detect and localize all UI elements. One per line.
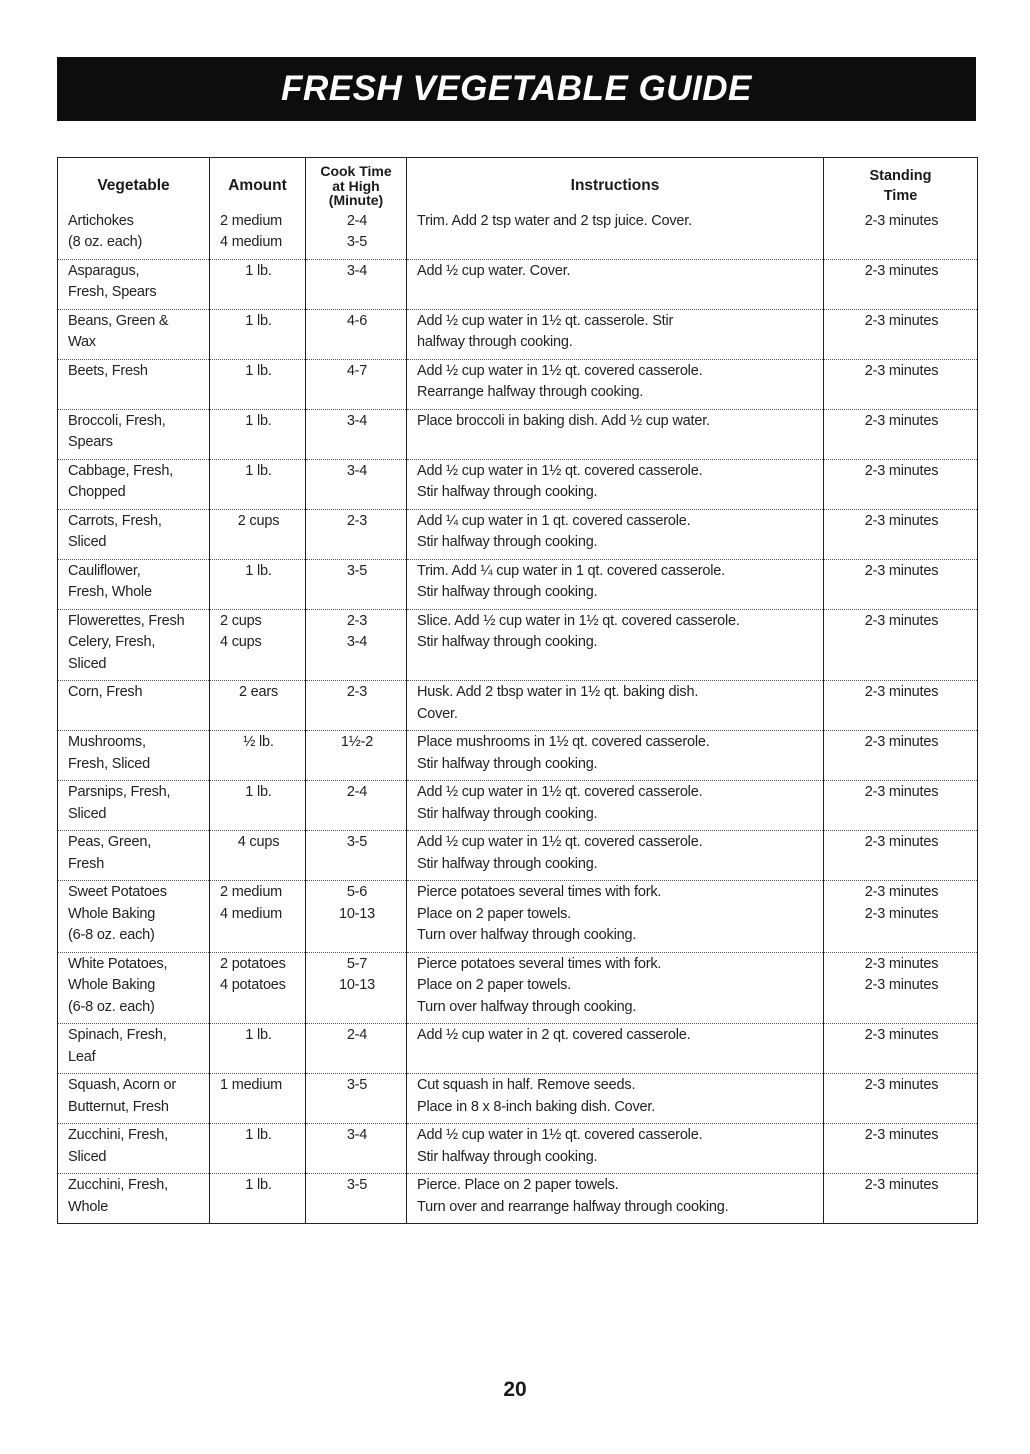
table-row (58, 609, 978, 681)
amount-cell: 1 lb. (210, 259, 306, 309)
standing-time-cell: 2-3 minutes 2-3 minutes (824, 881, 978, 953)
amount-cell: 1 lb. (210, 1024, 306, 1074)
vegetable-cell: Spinach, Fresh, Leaf (58, 1024, 210, 1074)
instructions-cell: Add ½ cup water in 2 qt. covered casserole. (407, 1024, 824, 1074)
amount-cell: 2 medium 4 medium (210, 881, 306, 953)
standing-time-cell: 2-3 minutes (824, 359, 978, 409)
instructions-cell: Cut squash in half. Remove seeds. Place in 8 x 8-inch baking dish. Cover. (407, 1074, 824, 1124)
instructions-cell: Trim. Add 2 tsp water and 2 tsp juice. Cover. (407, 210, 824, 260)
standing-time-cell: 2-3 minutes (824, 1024, 978, 1074)
instructions-cell: Place broccoli in baking dish. Add ½ cup water. (407, 409, 824, 459)
amount-cell: 2 cups (210, 509, 306, 559)
table-row (58, 681, 978, 731)
cook-time-cell: 3-5 (306, 559, 407, 609)
page-title: FRESH VEGETABLE GUIDE (281, 69, 752, 108)
header-amount: Amount (210, 158, 306, 210)
cook-time-cell: 1½-2 (306, 731, 407, 781)
table-row (58, 1174, 978, 1224)
instructions-cell: Add ½ cup water in 1½ qt. covered casserole. Rearrange halfway through cooking. (407, 359, 824, 409)
table-row (58, 731, 978, 781)
amount-cell: 1 medium (210, 1074, 306, 1124)
cook-time-cell: 3-5 (306, 1074, 407, 1124)
table-row (58, 210, 978, 260)
instructions-cell: Trim. Add ¼ cup water in 1 qt. covered casserole. Stir halfway through cooking. (407, 559, 824, 609)
instructions-cell: Slice. Add ½ cup water in 1½ qt. covered casserole. Stir halfway through cooking. (407, 609, 824, 681)
vegetable-cell: Beans, Green & Wax (58, 309, 210, 359)
amount-cell: 1 lb. (210, 309, 306, 359)
standing-time-cell: 2-3 minutes (824, 259, 978, 309)
vegetable-cell: Carrots, Fresh, Sliced (58, 509, 210, 559)
header-cook-time: Cook Time at High (Minute) (306, 158, 407, 210)
table-row (58, 409, 978, 459)
cook-time-cell: 4-6 (306, 309, 407, 359)
vegetable-cell: Cauliflower, Fresh, Whole (58, 559, 210, 609)
standing-time-cell: 2-3 minutes (824, 681, 978, 731)
standing-time-cell: 2-3 minutes (824, 831, 978, 881)
vegetable-cell: Peas, Green, Fresh (58, 831, 210, 881)
standing-time-cell: 2-3 minutes 2-3 minutes (824, 952, 978, 1024)
table-row (58, 881, 978, 953)
table-row (58, 781, 978, 831)
table-row (58, 559, 978, 609)
standing-time-cell: 2-3 minutes (824, 731, 978, 781)
vegetable-cell: Mushrooms, Fresh, Sliced (58, 731, 210, 781)
standing-time-cell: 2-3 minutes (824, 409, 978, 459)
amount-cell: 2 medium 4 medium (210, 210, 306, 260)
cook-time-cell: 2-4 (306, 1024, 407, 1074)
table-row (58, 509, 978, 559)
instructions-cell: Pierce. Place on 2 paper towels. Turn over and rearrange halfway through cooking. (407, 1174, 824, 1224)
cook-time-cell: 3-4 (306, 1124, 407, 1174)
vegetable-cell: Zucchini, Fresh, Sliced (58, 1124, 210, 1174)
page-number: 20 (503, 1378, 527, 1401)
table-row (58, 1124, 978, 1174)
amount-cell: ½ lb. (210, 731, 306, 781)
cook-time-cell: 3-4 (306, 259, 407, 309)
cook-time-cell: 2-3 3-4 (306, 609, 407, 681)
cook-time-cell: 3-4 (306, 459, 407, 509)
amount-cell: 2 cups 4 cups (210, 609, 306, 681)
amount-cell: 1 lb. (210, 359, 306, 409)
amount-cell: 1 lb. (210, 409, 306, 459)
instructions-cell: Add ½ cup water in 1½ qt. covered casserole. Stir halfway through cooking. (407, 831, 824, 881)
standing-time-cell: 2-3 minutes (824, 509, 978, 559)
cook-time-cell: 2-3 (306, 681, 407, 731)
amount-cell: 1 lb. (210, 559, 306, 609)
standing-time-cell: 2-3 minutes (824, 1174, 978, 1224)
cook-time-cell: 3-4 (306, 409, 407, 459)
cook-time-cell: 3-5 (306, 831, 407, 881)
standing-time-cell: 2-3 minutes (824, 781, 978, 831)
instructions-cell: Add ½ cup water in 1½ qt. covered casserole. Stir halfway through cooking. (407, 1124, 824, 1174)
instructions-cell: Pierce potatoes several times with fork. Place on 2 paper towels. Turn over halfway through cooking. (407, 952, 824, 1024)
table-row (58, 952, 978, 1024)
instructions-cell: Add ½ cup water in 1½ qt. covered casserole. Stir halfway through cooking. (407, 459, 824, 509)
table-row (58, 1074, 978, 1124)
table-row (58, 259, 978, 309)
vegetable-cell: Beets, Fresh (58, 359, 210, 409)
header-vegetable: Vegetable (97, 176, 170, 194)
cook-time-cell: 3-5 (306, 1174, 407, 1224)
instructions-cell: Place mushrooms in 1½ qt. covered casserole. Stir halfway through cooking. (407, 731, 824, 781)
amount-cell: 1 lb. (210, 1174, 306, 1224)
cook-time-cell: 2-4 (306, 781, 407, 831)
vegetable-cell: Artichokes (8 oz. each) (68, 212, 143, 250)
standing-time-cell: 2-3 minutes (824, 609, 978, 681)
instructions-cell: Add ¼ cup water in 1 qt. covered casserole. Stir halfway through cooking. (407, 509, 824, 559)
title-banner (57, 57, 976, 121)
amount-cell: 1 lb. (210, 781, 306, 831)
vegetable-cell: White Potatoes, Whole Baking (6-8 oz. each) (58, 952, 210, 1024)
table-row (58, 359, 978, 409)
instructions-cell: Pierce potatoes several times with fork. Place on 2 paper towels. Turn over halfway through cooking. (407, 881, 824, 953)
amount-cell: 4 cups (210, 831, 306, 881)
standing-time-cell: 2-3 minutes (824, 459, 978, 509)
standing-time-cell: 2-3 minutes (824, 309, 978, 359)
header-standing-time: Standing Time (824, 158, 978, 210)
vegetable-cell: Squash, Acorn or Butternut, Fresh (58, 1074, 210, 1124)
table-row (58, 1024, 978, 1074)
table-row (58, 459, 978, 509)
vegetable-guide-table (57, 157, 978, 1224)
standing-time-cell: 2-3 minutes (824, 1074, 978, 1124)
standing-time-cell: 2-3 minutes (824, 559, 978, 609)
vegetable-cell: Corn, Fresh (58, 681, 210, 731)
vegetable-cell: Asparagus, Fresh, Spears (58, 259, 210, 309)
table-header-row (58, 158, 978, 210)
cook-time-cell: 5-7 10-13 (306, 952, 407, 1024)
cook-time-cell: 2-3 (306, 509, 407, 559)
instructions-cell: Add ½ cup water in 1½ qt. covered casserole. Stir halfway through cooking. (407, 781, 824, 831)
vegetable-cell: Cabbage, Fresh, Chopped (58, 459, 210, 509)
standing-time-cell: 2-3 minutes (824, 210, 978, 260)
amount-cell: 2 ears (210, 681, 306, 731)
cook-time-cell: 4-7 (306, 359, 407, 409)
cook-time-cell: 5-6 10-13 (306, 881, 407, 953)
vegetable-cell: Broccoli, Fresh, Spears (58, 409, 210, 459)
instructions-cell: Add ½ cup water in 1½ qt. casserole. Stir halfway through cooking. (407, 309, 824, 359)
vegetable-cell: Flowerettes, Fresh Celery, Fresh, Sliced (58, 609, 210, 681)
table-row (58, 831, 978, 881)
instructions-cell: Husk. Add 2 tbsp water in 1½ qt. baking dish. Cover. (407, 681, 824, 731)
amount-cell: 1 lb. (210, 459, 306, 509)
table-row (58, 309, 978, 359)
instructions-cell: Add ½ cup water. Cover. (407, 259, 824, 309)
standing-time-cell: 2-3 minutes (824, 1124, 978, 1174)
vegetable-cell: Parsnips, Fresh, Sliced (58, 781, 210, 831)
vegetable-cell: Zucchini, Fresh, Whole (58, 1174, 210, 1224)
amount-cell: 1 lb. (210, 1124, 306, 1174)
amount-cell: 2 potatoes 4 potatoes (210, 952, 306, 1024)
cook-time-cell: 2-4 3-5 (306, 210, 407, 260)
header-instructions: Instructions (407, 158, 824, 210)
vegetable-cell: Sweet Potatoes Whole Baking (6-8 oz. each) (58, 881, 210, 953)
